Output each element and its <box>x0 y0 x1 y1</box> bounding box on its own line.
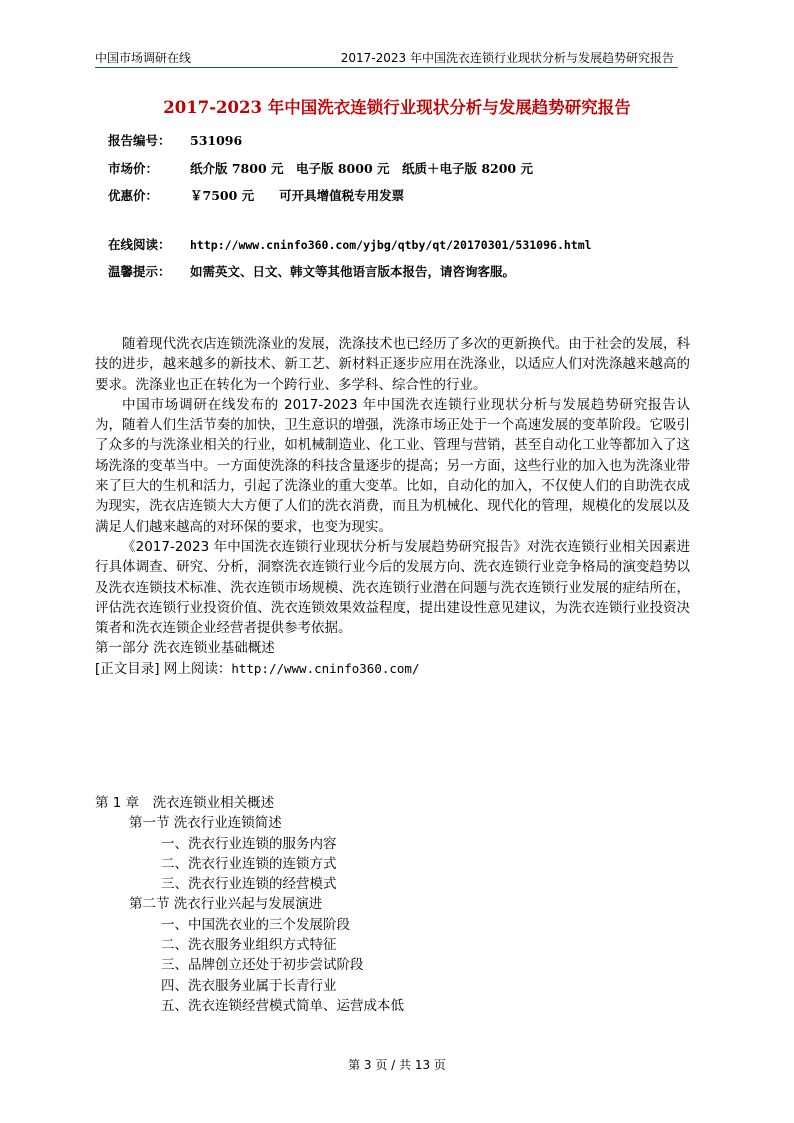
report-title: 2017-2023 年中国洗衣连锁行业现状分析与发展趋势研究报告 <box>163 98 631 117</box>
toc-chapter-1: 第 1 章 洗衣连锁业相关概述 <box>95 795 275 811</box>
discount-price-value: ￥7500 元 可开具增值税专用发票 <box>190 188 405 203</box>
toc-item: 五、洗衣连锁经营模式简单、运营成本低 <box>161 997 404 1014</box>
toc-item: 二、洗衣服务业组织方式特征 <box>161 937 337 954</box>
online-reading-row <box>108 235 592 255</box>
catalog-line <box>95 659 690 679</box>
header-report-title: 2017-2023 年中国洗衣连锁行业现状分析与发展趋势研究报告 <box>340 51 674 65</box>
toc-item: 一、中国洗衣业的三个发展阶段 <box>161 916 350 933</box>
header-divider <box>95 67 678 68</box>
part-heading: 第一部分 洗衣连锁业基础概述 <box>95 640 275 657</box>
toc-item: 四、洗衣服务业属于长青行业 <box>161 977 337 994</box>
catalog-link[interactable]: http://www.cninfo360.com/ <box>231 660 420 676</box>
discount-price-label: 优惠价： <box>108 188 159 203</box>
page-number: 第 3 页 / 共 13 页 <box>348 1058 446 1072</box>
market-price-value: 纸介版 7800 元 电子版 8000 元 纸质＋电子版 8200 元 <box>190 161 533 176</box>
report-number-row <box>108 131 242 151</box>
report-number-label: 报告编号： <box>108 133 171 148</box>
tip-row <box>108 262 515 282</box>
catalog-prefix: [正文目录] 网上阅读： <box>95 660 232 677</box>
tip-text: 如需英文、日文、韩文等其他语言版本报告，请咨询客服。 <box>190 264 516 279</box>
summary-paragraph-3: 《2017-2023 年中国洗衣连锁行业现状分析与发展趋势研究报告》对洗衣连锁行业相关因素进行具体调查、研究、分析，洞察洗衣连锁行业今后的发展方向、洗衣连锁行业竞争格局的演变趋势以及洗衣连锁技术标准、洗衣连锁市场规模、洗衣连锁行业潜在问题与洗衣连锁行业发展的症结所在，评估洗衣连锁行业投资价值、洗衣连锁效果效益程度，提出建设性意见建议，为洗衣连锁行业投资决策者和洗衣连锁企业经营者提供参考依据。 <box>95 538 690 637</box>
toc-item: 三、品牌创立还处于初步尝试阶段 <box>161 957 364 974</box>
market-price-label: 市场价： <box>108 161 159 176</box>
report-number-value: 531096 <box>190 133 243 148</box>
summary-paragraph-2: 中国市场调研在线发布的 2017-2023 年中国洗衣连锁行业现状分析与发展趋势研究报告认为，随着人们生活节奏的加快，卫生意识的增强，洗涤市场正处于一个高速发展的变革阶段。它吸引了众多的与洗涤业相关的行业，如机械制造业、化工业、管理与营销，甚至自动化工业等都加入了这场洗涤的变革当中。一方面使洗涤的科技含量逐步的提高；另一方面，这些行业的加入也为洗涤业带来了巨大的生机和活力，引起了洗涤业的重大变革。比如，自动化的加入，不仅使人们的自助洗衣成为现实，洗衣店连锁大大方便了人们的洗衣消费，而且为机械化、现代化的管理，规模化的发展以及满足人们越来越高的对环保的要求，也变为现实。 <box>95 396 690 535</box>
page-header <box>95 50 678 67</box>
toc-item: 三、洗衣行业连锁的经营模式 <box>161 876 337 893</box>
report-summary <box>95 334 690 679</box>
toc-item: 一、洗衣行业连锁的服务内容 <box>161 835 337 852</box>
discount-price-row <box>108 186 404 206</box>
tip-label: 温馨提示： <box>108 264 171 279</box>
toc-section-2: 第二节 洗衣行业兴起与发展演进 <box>129 896 323 913</box>
toc-section-1: 第一节 洗衣行业连锁简述 <box>129 815 282 832</box>
online-reading-label: 在线阅读： <box>108 237 171 252</box>
header-site-name: 中国市场调研在线 <box>95 51 192 65</box>
online-reading-link[interactable]: http://www.cninfo360.com/yjbg/qtby/qt/20170301/531096.html <box>190 238 592 252</box>
summary-paragraph-1: 随着现代洗衣店连锁洗涤业的发展，洗涤技术也已经历了多次的更新换代。由于社会的发展，科技的进步，越来越多的新技术、新工艺、新材料正逐步应用在洗涤业，以适应人们对洗涤越来越高的要求。洗涤业也正在转化为一个跨行业、多学科、综合性的行业。 <box>95 336 690 393</box>
toc-item: 二、洗衣行业连锁的连锁方式 <box>161 855 337 872</box>
table-of-contents <box>95 793 695 1016</box>
market-price-row <box>108 159 533 179</box>
